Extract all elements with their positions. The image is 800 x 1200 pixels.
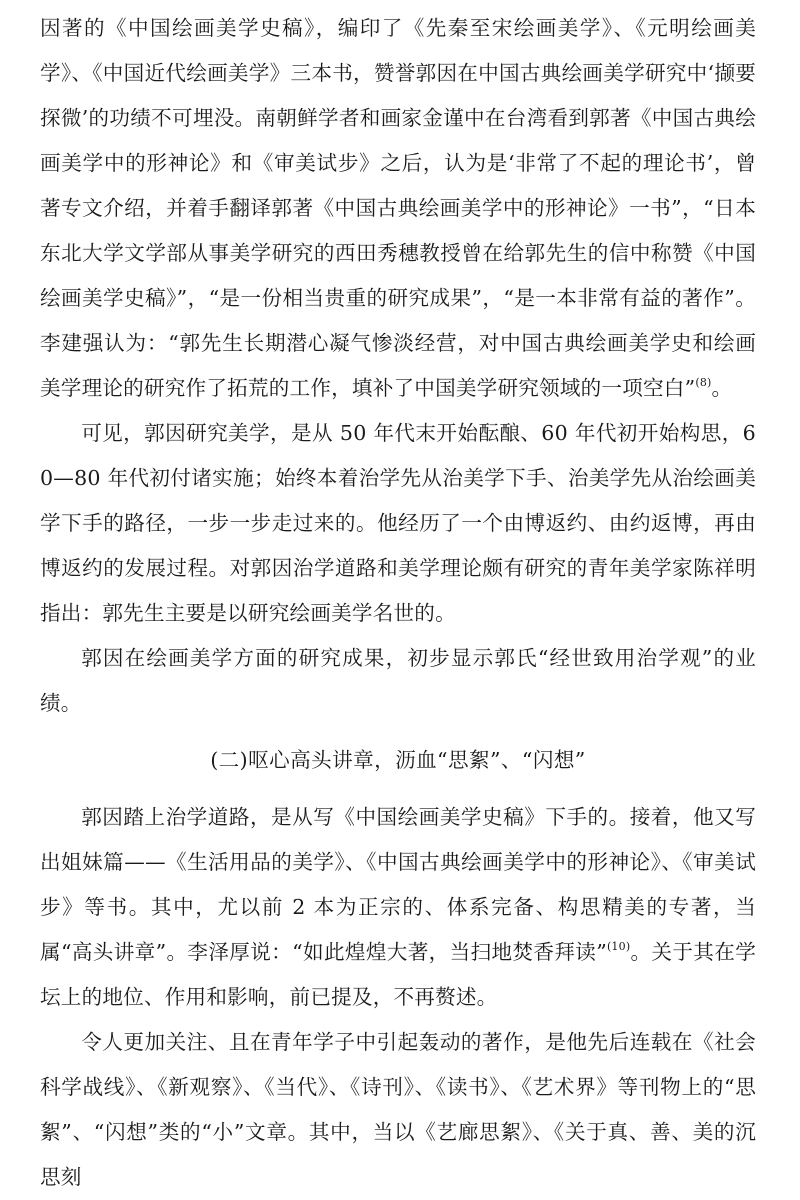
- paragraph-text: 因著的《中国绘画美学史稿》，编印了《先秦至宋绘画美学》、《元明绘画美学》、《中国近代绘画美学》三本书，赞誉郭因在中国古典绘画美学研究中‘撷要探微’的功绩不可埋没。南朝鲜学者和画家金谨中在台湾看到郭著《中国古典绘画美学中的形神论》和《审美试步》之后，认为是‘非常了不起的理论书’，曾著专文介绍，并着手翻译郭著《中国古典绘画美学中的形神论》一书”，“日本东北大学文学部从事美学研究的西田秀穗教授曾在给郭先生的信中称赞《中国绘画美学史稿》”，“是一份相当贵重的研究成果”，“是一本非常有益的著作”。李建强认为：“郭先生长期潜心凝气惨淡经营，对中国古典绘画美学史和绘画美学理论的研究作了拓荒的工作，填补了中国美学研究领域的一项空白”: [40, 16, 756, 400]
- paragraph-text: 令人更加关注、且在青年学子中引起轰动的著作，是他先后连载在《社会科学战线》、《新观察》、《当代》、《诗刊》、《读书》、《艺术界》等刊物上的“思絮”、“闪想”类的“小”文章。其中，当以《艺廊思絮》、《关于真、善、美的沉思刻: [40, 1030, 756, 1189]
- book-page: [0, 6, 800, 1189]
- paragraph: [40, 795, 756, 1020]
- footnote-ref: (8): [695, 376, 712, 389]
- footnote-ref: (10): [606, 940, 631, 953]
- body-text-bottom: [40, 795, 756, 1200]
- paragraph-continued: [40, 6, 756, 411]
- paragraph-text: 可见，郭因研究美学，是从 50 年代末开始酝酿、60 年代初开始构思，60—80 年代初付诸实施；始终本着治学先从治美学下手、治美学先从治绘画美学下手的路径，一步一步走过来的。他经历了一个由博返约、由约返博，再由博返约的发展过程。对郭因治学道路和美学理论颇有研究的青年美学家陈祥明指出：郭先生主要是以研究绘画美学名世的。: [40, 421, 756, 625]
- paragraph-text: 郭因在绘画美学方面的研究成果，初步显示郭氏“经世致用治学观”的业绩。: [40, 646, 756, 715]
- paragraph-text: 郭因踏上治学道路，是从写《中国绘画美学史稿》下手的。接着，他又写出姐妹篇——《生活用品的美学》、《中国古典绘画美学中的形神论》、《审美试步》等书。其中，尤以前 2 本为正宗的、体系完备、构思精美的专著，当属“高头讲章”。李泽厚说：“如此煌煌大著，当扫地焚香拜读”: [40, 805, 756, 964]
- paragraph-tail: 。: [711, 376, 733, 400]
- section-heading: (二)呕心高头讲章，沥血“思絮”、“闪想”: [210, 748, 586, 772]
- paragraph-tail: 。关于其在学坛上的地位、作用和影响，前已提及，不再赘述。: [40, 940, 756, 1009]
- paragraph: [40, 411, 756, 636]
- paragraph: [40, 1020, 756, 1200]
- body-text-top: [40, 6, 756, 726]
- paragraph: [40, 636, 756, 726]
